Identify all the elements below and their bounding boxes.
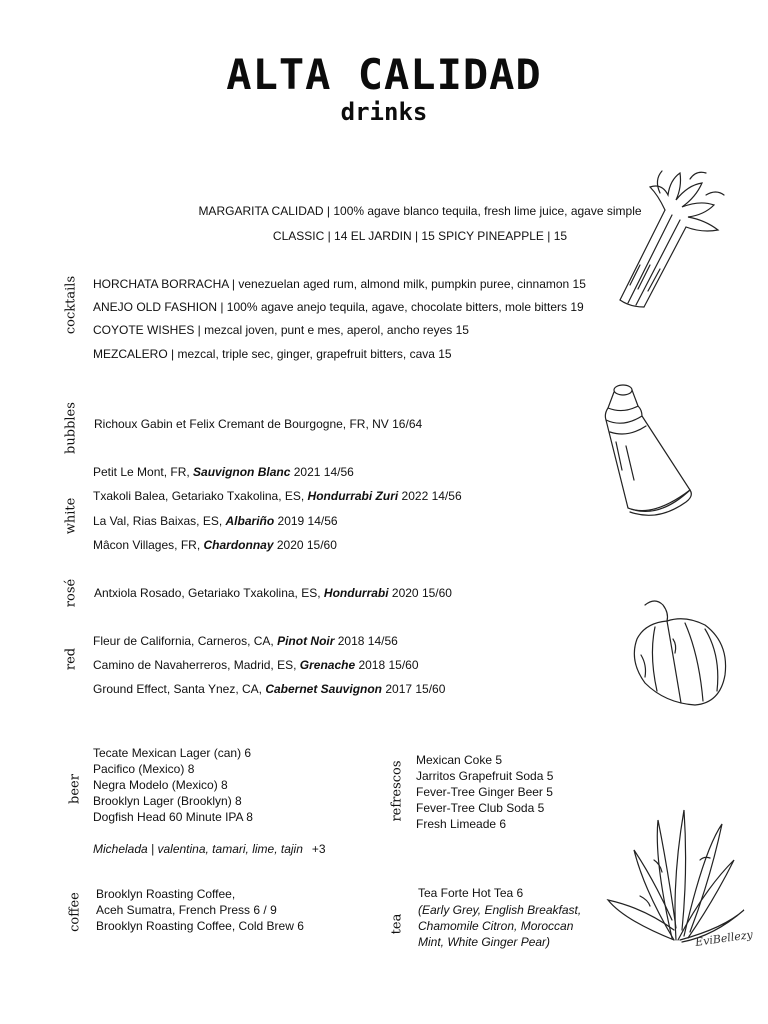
- wine-producer: Fleur de California, Carneros, CA,: [93, 634, 278, 648]
- menu-item-beer: Brooklyn Lager (Brooklyn) 8: [93, 794, 242, 808]
- section-label-bubbles: bubbles: [63, 402, 79, 454]
- wine-price: 2020 15/60: [388, 586, 452, 600]
- tea-flavors: Mint, White Ginger Pear): [418, 935, 551, 949]
- menu-item-wine: [93, 513, 338, 529]
- menu-item-wine: [93, 488, 462, 504]
- section-label-white: white: [63, 497, 79, 535]
- wine-producer: Txakoli Balea, Getariako Txakolina, ES,: [93, 489, 308, 503]
- menu-item-coffee: Aceh Sumatra, French Press 6 / 9: [96, 903, 277, 917]
- wine-grape: Albariño: [225, 514, 275, 528]
- wine-price: 2017 15/60: [382, 682, 446, 696]
- menu-item-beer: Negra Modelo (Mexico) 8: [93, 778, 228, 792]
- menu-item-wine: [93, 657, 419, 673]
- section-label-coffee: coffee: [67, 892, 83, 932]
- wine-producer: Petit Le Mont, FR,: [93, 465, 194, 479]
- margarita-prices: CLASSIC | 14 EL JARDIN | 15 SPICY PINEAPPLE | 15: [272, 229, 568, 243]
- wine-price: 2021 14/56: [290, 465, 354, 479]
- menu-item-refresco: Fresh Limeade 6: [416, 817, 507, 831]
- menu-item-cocktail: ANEJO OLD FASHION | 100% agave anejo tequila, agave, chocolate bitters, mole bitters 19: [93, 300, 584, 314]
- menu-title: ALTA CALIDAD: [226, 50, 542, 99]
- menu-item-beer: Pacifico (Mexico) 8: [93, 762, 195, 776]
- wine-producer: Camino de Navaherreros, Madrid, ES,: [93, 658, 300, 672]
- menu-item-beer: Dogfish Head 60 Minute IPA 8: [93, 810, 253, 824]
- section-label-tea: tea: [389, 913, 405, 935]
- menu-item-wine: [93, 633, 398, 649]
- agave-plant-sketch-icon: [604, 800, 749, 948]
- menu-subtitle: drinks: [340, 98, 428, 126]
- wine-grape: Hondurrabi: [323, 586, 389, 600]
- michelada-price: +3: [311, 842, 326, 856]
- menu-item-bubbles: Richoux Gabin et Felix Cremant de Bourgogne, FR, NV 16/64: [94, 417, 423, 431]
- wine-price: 2019 14/56: [274, 514, 338, 528]
- wine-grape: Cabernet Sauvignon: [265, 682, 383, 696]
- menu-item-wine: [93, 464, 354, 480]
- cocktail-shaker-sketch-icon: [598, 380, 698, 520]
- wine-price: 2022 14/56: [398, 489, 462, 503]
- menu-item-wine: [93, 681, 445, 697]
- menu-item-coffee: Brooklyn Roasting Coffee,: [96, 887, 236, 901]
- wine-price: 2018 14/56: [334, 634, 398, 648]
- wine-producer: Antxiola Rosado, Getariako Txakolina, ES,: [94, 586, 324, 600]
- wine-producer: Ground Effect, Santa Ynez, CA,: [93, 682, 266, 696]
- menu-item-wine: [93, 537, 337, 553]
- section-label-refrescos: refrescos: [389, 760, 405, 822]
- wine-price: 2018 15/60: [355, 658, 419, 672]
- menu-item-refresco: Mexican Coke 5: [416, 753, 503, 767]
- michelada-addon: [93, 841, 326, 857]
- menu-item-wine: [94, 585, 452, 601]
- wine-producer: La Val, Rias Baixas, ES,: [93, 514, 226, 528]
- wine-price: 2020 15/60: [273, 538, 337, 552]
- wine-grape: Chardonnay: [203, 538, 274, 552]
- section-label-red: red: [63, 647, 79, 671]
- menu-item-cocktail: COYOTE WISHES | mezcal joven, punt e mes, aperol, ancho reyes 15: [93, 323, 469, 337]
- wine-grape: Pinot Noir: [277, 634, 335, 648]
- section-label-rose: rosé: [63, 578, 79, 608]
- wine-grape: Grenache: [299, 658, 356, 672]
- menu-item-tea: Tea Forte Hot Tea 6: [418, 886, 524, 900]
- menu-item-cocktail: HORCHATA BORRACHA | venezuelan aged rum, almond milk, pumpkin puree, cinnamon 15: [93, 277, 586, 291]
- celery-sketch-icon: [610, 165, 730, 310]
- tea-flavors: (Early Grey, English Breakfast,: [418, 903, 582, 917]
- section-label-cocktails: cocktails: [63, 275, 79, 335]
- section-label-beer: beer: [67, 774, 83, 804]
- wine-grape: Sauvignon Blanc: [193, 465, 291, 479]
- menu-item-coffee: Brooklyn Roasting Coffee, Cold Brew 6: [96, 919, 304, 933]
- wine-grape: Hondurrabi Zuri: [307, 489, 399, 503]
- menu-item-refresco: Jarritos Grapefruit Soda 5: [416, 769, 554, 783]
- margarita-description: MARGARITA CALIDAD | 100% agave blanco tequila, fresh lime juice, agave simple: [198, 204, 642, 218]
- wine-producer: Mâcon Villages, FR,: [93, 538, 204, 552]
- menu-item-refresco: Fever-Tree Ginger Beer 5: [416, 785, 553, 799]
- menu-item-cocktail: MEZCALERO | mezcal, triple sec, ginger, grapefruit bitters, cava 15: [93, 347, 452, 361]
- michelada-description: Michelada | valentina, tamari, lime, tajin: [93, 842, 303, 856]
- menu-item-beer: Tecate Mexican Lager (can) 6: [93, 746, 252, 760]
- artist-signature: EviBellezy: [694, 928, 754, 949]
- chili-pepper-sketch-icon: [625, 595, 735, 710]
- tea-flavors: Chamomile Citron, Moroccan: [418, 919, 574, 933]
- menu-item-refresco: Fever-Tree Club Soda 5: [416, 801, 545, 815]
